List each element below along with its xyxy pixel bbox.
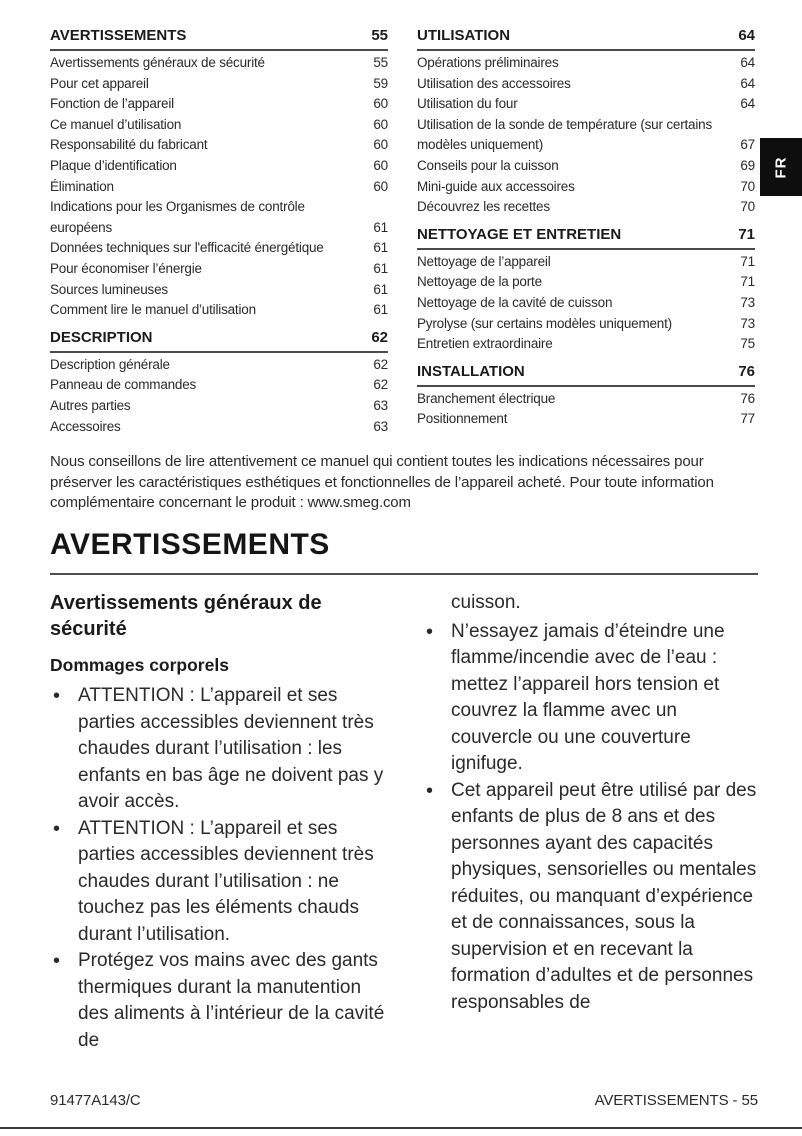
toc-entry-label: Opérations préliminaires (417, 55, 559, 70)
toc-entry-label: Nettoyage de la cavité de cuisson (417, 294, 613, 310)
toc-entry (417, 156, 755, 177)
toc-entry-label: Ce manuel d’utilisation (50, 116, 182, 132)
toc-entry-page: 67 (740, 137, 755, 153)
toc-entry (50, 177, 388, 198)
toc-entry-page: 55 (373, 55, 388, 70)
toc-entry-page: 64 (740, 75, 755, 91)
toc-entry-label: Nettoyage de l’appareil (417, 253, 551, 269)
toc-entry-page: 60 (373, 137, 388, 153)
toc-entry-page: 69 (740, 157, 755, 173)
toc-entry-page: 61 (373, 302, 388, 318)
toc-entry-label: Autres parties (50, 397, 131, 413)
toc-entry-page: 71 (740, 253, 755, 269)
toc-column-right (417, 26, 755, 438)
toc-entry-label: Avertissements généraux de sécurité (50, 55, 265, 70)
toc-entry-label: Entretien extraordinaire (417, 336, 553, 352)
toc-entry-page: 76 (740, 390, 755, 406)
toc-entry-page: 60 (373, 116, 388, 132)
toc-entry (50, 355, 388, 376)
toc-section-title: NETTOYAGE ET ENTRETIEN (417, 225, 622, 243)
toc-section-page: 64 (738, 27, 755, 44)
bullet-item: • ATTENTION : L’appareil et ses parties accessibles deviennent très chaudes durant l’utilisation : les enfants en bas âge ne doivent pas y avoir accès. (50, 683, 387, 816)
footer-page-reference: AVERTISSEMENTS - 55 (594, 1092, 758, 1109)
document-code: 91477A143/C (50, 1092, 141, 1109)
toc-entry (50, 94, 388, 115)
bullet-item: • N’essayez jamais d’éteindre une flamme/incendie avec de l’eau : mettez l’appareil hors tension et couvrez la flamme avec un couvercle ou une couverture ignifuge. (423, 619, 760, 778)
page-title: AVERTISSEMENTS (50, 528, 758, 575)
toc-entry-label: Indications pour les Organismes de contrôle européens (50, 199, 305, 235)
toc-section (417, 26, 755, 218)
toc-entry (417, 272, 755, 293)
toc-entry (50, 300, 388, 321)
toc-entry-page: 77 (740, 411, 755, 427)
toc-entry-label: Branchement électrique (417, 390, 556, 406)
section-heading: Avertissements généraux de sécurité (50, 592, 322, 640)
bullet-item: • ATTENTION : L’appareil et ses parties accessibles deviennent très chaudes durant l’utilisation : ne touchez pas les éléments chauds durant l’utilisation. (50, 816, 387, 949)
toc-section-title: UTILISATION (417, 27, 511, 44)
toc-section-header (50, 26, 388, 51)
toc-entry-label: Positionnement (417, 411, 508, 427)
toc-entry (50, 396, 388, 417)
toc-section-header (50, 328, 388, 353)
toc-entry-page: 62 (373, 377, 388, 393)
bullet-item: • Protégez vos mains avec des gants thermiques durant la manutention des aliments à l’intérieur de la cavité de (50, 948, 387, 1054)
toc-entry (417, 197, 755, 218)
toc-entry (417, 334, 755, 355)
toc-entry-label: Pyrolyse (sur certains modèles uniquement) (417, 315, 672, 331)
toc-entry (417, 252, 755, 273)
toc-entry-page: 64 (740, 55, 755, 70)
toc-entry-label: Utilisation du four (417, 96, 518, 112)
toc-entry-label: Conseils pour la cuisson (417, 157, 559, 173)
toc-entry-page: 62 (373, 356, 388, 372)
body-column-left (50, 590, 387, 1054)
toc-section (50, 26, 388, 321)
language-tab (760, 138, 802, 196)
toc-column-left (50, 26, 388, 438)
toc-entry-page: 64 (740, 96, 755, 112)
toc-entry-label: Responsabilité du fabricant (50, 137, 208, 153)
toc-entry (50, 280, 388, 301)
toc-section-title: INSTALLATION (417, 362, 525, 380)
toc-entry-page: 73 (740, 315, 755, 331)
toc-entry (50, 115, 388, 136)
table-of-contents (50, 26, 755, 438)
toc-entry-label: Pour cet appareil (50, 75, 149, 91)
toc-entry-page: 61 (373, 219, 388, 235)
toc-section-title: AVERTISSEMENTS (50, 27, 187, 44)
toc-entry-page: 63 (373, 418, 388, 434)
body-column-right (423, 590, 760, 1054)
toc-entry (50, 259, 388, 280)
toc-entry-label: Découvrez les recettes (417, 199, 550, 215)
bullet-item: • Cet appareil peut être utilisé par des enfants de plus de 8 ans et des personnes ayant des capacités physiques, sensorielles ou mentales réduites, ou manquant d’expérience et de connaissances, sous la supervision et en recevant la formation d’adultes et de personnes responsables de (423, 778, 760, 1017)
toc-entry (417, 409, 755, 430)
toc-entry (417, 74, 755, 95)
toc-section-page: 62 (371, 328, 388, 346)
body-columns (50, 590, 760, 1054)
toc-entry-label: Données techniques sur l'efficacité énergétique (50, 240, 324, 256)
toc-entry (417, 115, 755, 156)
toc-entry-label: Description générale (50, 356, 170, 372)
toc-entry-label: Nettoyage de la porte (417, 274, 542, 290)
toc-entry (50, 135, 388, 156)
toc-entry-page: 60 (373, 178, 388, 194)
toc-entry-label: Utilisation de la sonde de température (sur certains modèles uniquement) (417, 116, 713, 153)
toc-section (417, 362, 755, 430)
toc-entry-page: 60 (373, 96, 388, 112)
page-footer (50, 1092, 758, 1109)
toc-entry (417, 94, 755, 115)
toc-entry-label: Panneau de commandes (50, 377, 197, 393)
intro-paragraph: Nous conseillons de lire attentivement ce manuel qui contient toutes les indications nécessaires pour préserver les caractéristiques esthétiques et fonctionnelles de l’appareil acheté. Pour toute information complémentaire concernant le produit : www.smeg.com (50, 453, 714, 511)
toc-entry-page: 63 (373, 397, 388, 413)
toc-entry-label: Pour économiser l’énergie (50, 260, 202, 276)
toc-entry (50, 74, 388, 95)
language-tab-label: FR (772, 156, 790, 178)
toc-section-header (417, 225, 755, 250)
toc-entry-page: 70 (740, 178, 755, 194)
toc-entry-page: 61 (373, 281, 388, 297)
section-subheading: Dommages corporels (50, 655, 229, 675)
toc-section-title: DESCRIPTION (50, 328, 153, 346)
toc-entry-label: Accessoires (50, 418, 121, 434)
continuation-text: cuisson. (451, 592, 521, 613)
toc-entry-page: 59 (373, 75, 388, 91)
toc-entry-page: 75 (740, 336, 755, 352)
toc-entry (50, 197, 388, 238)
toc-entry (50, 53, 388, 74)
toc-entry-label: Fonction de l’appareil (50, 96, 174, 112)
toc-entry (417, 314, 755, 335)
toc-entry (50, 375, 388, 396)
toc-entry (50, 238, 388, 259)
toc-entry-page: 70 (740, 199, 755, 215)
toc-entry-page: 61 (373, 240, 388, 256)
toc-section-page: 71 (738, 225, 755, 243)
toc-entry (417, 177, 755, 198)
toc-entry-label: Élimination (50, 178, 114, 194)
bullet-list-left (50, 683, 387, 1054)
toc-entry-label: Sources lumineuses (50, 281, 168, 297)
toc-section (50, 328, 388, 437)
toc-entry (417, 389, 755, 410)
toc-entry (50, 156, 388, 177)
toc-entry (417, 53, 755, 74)
toc-entry (50, 417, 388, 438)
toc-entry-page: 71 (740, 274, 755, 290)
page-bottom-rule (0, 1127, 802, 1129)
toc-entry-label: Comment lire le manuel d’utilisation (50, 302, 256, 318)
toc-entry (417, 293, 755, 314)
toc-entry-label: Mini-guide aux accessoires (417, 178, 575, 194)
toc-section-header (417, 362, 755, 387)
toc-section-page: 76 (738, 362, 755, 380)
bullet-list-right (423, 619, 760, 1017)
toc-section-page: 55 (371, 27, 388, 44)
toc-entry-page: 60 (373, 157, 388, 173)
toc-entry-label: Utilisation des accessoires (417, 75, 571, 91)
toc-entry-page: 61 (373, 260, 388, 276)
toc-entry-label: Plaque d’identification (50, 157, 177, 173)
toc-section (417, 225, 755, 355)
toc-section-header (417, 26, 755, 51)
toc-entry-page: 73 (740, 294, 755, 310)
